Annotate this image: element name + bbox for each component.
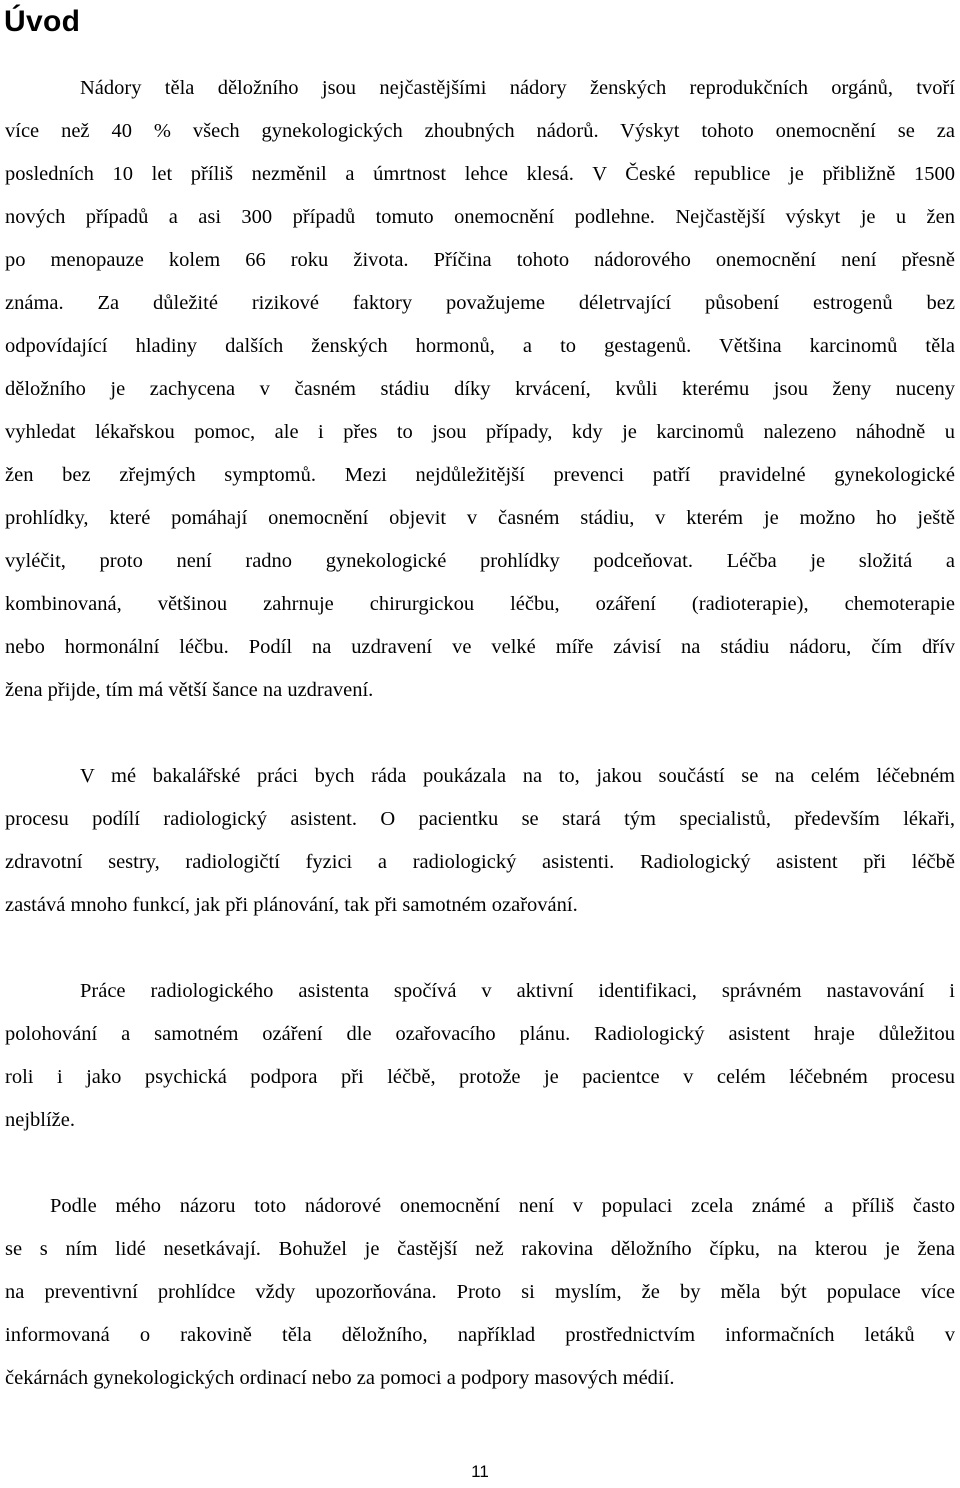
paragraph-gap <box>5 1142 955 1185</box>
text-line: V mé bakalářské práci bych ráda poukázala na to, jakou součástí se na celém léčebném <box>80 765 955 787</box>
text-line: známa. Za důležité rizikové faktory považujeme déletrvající působení estrogenů bez <box>5 292 955 314</box>
paragraph <box>5 755 955 927</box>
text-line: žena přijde, tím má větší šance na uzdravení. <box>5 679 374 701</box>
text-line: kombinovaná, většinou zahrnuje chirurgickou léčbu, ozáření (radioterapie), chemoterapie <box>5 593 955 615</box>
text-line: vyhledat lékařskou pomoc, ale i přes to jsou případy, kdy je karcinomů nalezeno náhodně u <box>5 421 955 443</box>
section-heading: Úvod <box>4 5 81 38</box>
text-line: čekárnách gynekologických ordinací nebo za pomoci a podpory masových médií. <box>5 1367 675 1389</box>
text-line: Práce radiologického asistenta spočívá v aktivní identifikaci, správném nastavování i <box>80 980 955 1002</box>
text-line: prohlídky, které pomáhají onemocnění objevit v časném stádiu, v kterém je možno ho ještě <box>5 507 955 529</box>
text-line: Nádory těla děložního jsou nejčastějšími nádory ženských reprodukčních orgánů, tvoří <box>80 77 955 99</box>
text-line: posledních 10 let příliš nezměnil a úmrtnost lehce klesá. V České republice je přibližně 1500 <box>5 163 955 185</box>
text-line: na preventivní prohlídce vždy upozorňována. Proto si myslím, že by měla být populace více <box>5 1281 955 1303</box>
text-line: žen bez zřejmých symptomů. Mezi nejdůležitější prevenci patří pravidelné gynekologické <box>5 464 955 486</box>
page-number: 11 <box>471 1462 489 1481</box>
paragraph <box>5 1185 955 1400</box>
text-line: děložního je zachycena v časném stádiu díky krvácení, kvůli kterému jsou ženy nuceny <box>5 378 955 400</box>
text-line: po menopauze kolem 66 roku života. Příčina tohoto nádorového onemocnění není přesně <box>5 249 955 271</box>
text-line: se s ním lidé nesetkávají. Bohužel je častější než rakovina děložního čípku, na kterou je žena <box>5 1238 955 1260</box>
text-line: polohování a samotném ozáření dle ozařovacího plánu. Radiologický asistent hraje důležitou <box>5 1023 955 1045</box>
text-line: Podle mého názoru toto nádorové onemocnění není v populaci zcela známé a příliš často <box>50 1195 955 1217</box>
text-line: nových případů a asi 300 případů tomuto onemocnění podlehne. Nejčastější výskyt je u žen <box>5 206 955 228</box>
text-line: více než 40 % všech gynekologických zhoubných nádorů. Výskyt tohoto onemocnění se za <box>5 120 955 142</box>
text-line: procesu podílí radiologický asistent. O pacientku se stará tým specialistů, především lékaři, <box>5 808 955 830</box>
paragraph-gap <box>5 927 955 970</box>
text-line: zdravotní sestry, radiologičtí fyzici a radiologický asistenti. Radiologický asistent při léčbě <box>5 851 955 873</box>
paragraph <box>5 970 955 1142</box>
paragraph <box>5 67 955 712</box>
text-line: roli i jako psychická podpora při léčbě, protože je pacientce v celém léčebném procesu <box>5 1066 955 1088</box>
text-line: vyléčit, proto není radno gynekologické prohlídky podceňovat. Léčba je složitá a <box>5 550 955 572</box>
text-line: odpovídající hladiny dalších ženských hormonů, a to gestagenů. Většina karcinomů těla <box>5 335 955 357</box>
body-text <box>5 67 955 1400</box>
text-line: nebo hormonální léčbu. Podíl na uzdravení ve velké míře závisí na stádiu nádoru, čím dřív <box>5 636 955 658</box>
text-line: nejblíže. <box>5 1109 76 1131</box>
text-line: zastává mnoho funkcí, jak při plánování, tak při samotném ozařování. <box>5 894 578 916</box>
paragraph-gap <box>5 712 955 755</box>
text-line: informovaná o rakovině těla děložního, například prostřednictvím informačních letáků v <box>5 1324 955 1346</box>
